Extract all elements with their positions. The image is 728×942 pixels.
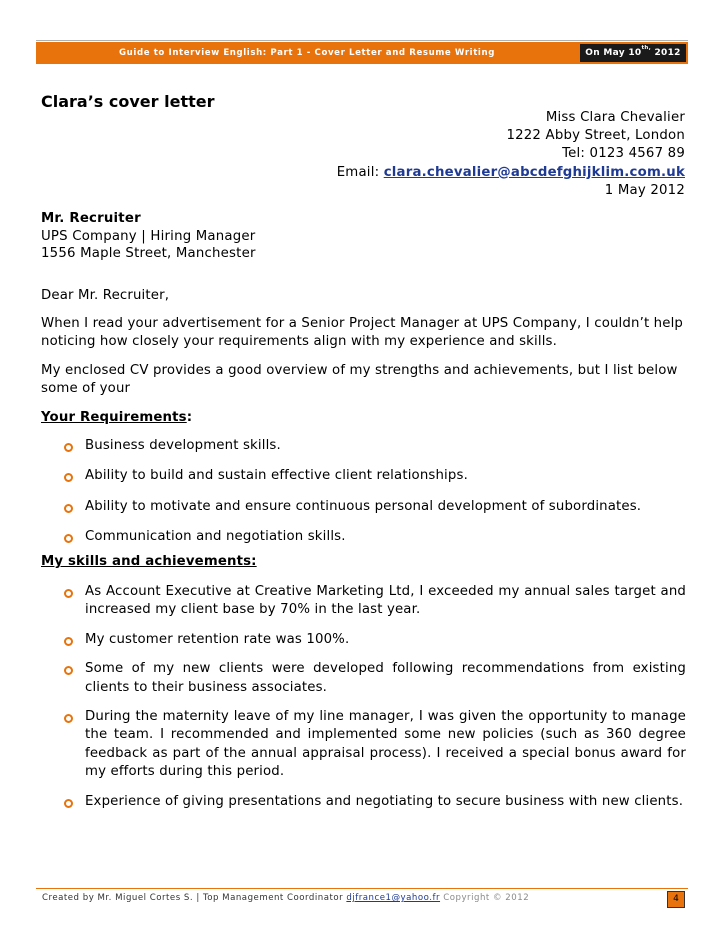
recipient-company: UPS Company | Hiring Manager bbox=[41, 228, 256, 244]
header-date-prefix: On May 10 bbox=[585, 48, 642, 58]
sender-email-link[interactable]: clara.chevalier@abcdefghijklim.com.uk bbox=[383, 164, 685, 180]
sender-email-line bbox=[337, 164, 685, 182]
sender-block bbox=[337, 109, 685, 200]
header-title: Guide to Interview English: Part 1 - Cover Letter and Resume Writing bbox=[119, 48, 495, 58]
list-item: Business development skills. bbox=[41, 437, 686, 455]
bullet-icon bbox=[64, 666, 73, 675]
bullet-icon bbox=[64, 443, 73, 452]
list-item: During the maternity leave of my line manager, I was given the opportunity to manage the team. I recommended and implemented some new policies (such as 360 degree feedback as part of the annual appraisal process). I received a special bonus award for my efforts during this period. bbox=[41, 708, 686, 782]
requirements-heading-line bbox=[41, 409, 686, 427]
footer-copyright: Copyright © 2012 bbox=[440, 893, 530, 903]
header-date-suffix: th, bbox=[641, 45, 652, 51]
footer-text bbox=[42, 893, 529, 903]
list-item: Experience of giving presentations and negotiating to secure business with new clients. bbox=[41, 793, 686, 811]
list-item: As Account Executive at Creative Marketing Ltd, I exceeded my annual sales target and increased my client base by 70% in the last year. bbox=[41, 583, 686, 620]
list-item: Some of my new clients were developed following recommendations from existing clients to their business associates. bbox=[41, 660, 686, 697]
requirements-list bbox=[41, 437, 686, 547]
bullet-icon bbox=[64, 473, 73, 482]
salutation: Dear Mr. Recruiter, bbox=[41, 288, 170, 303]
skills-list bbox=[41, 583, 686, 811]
sender-street: 1222 Abby Street, London bbox=[506, 128, 685, 144]
skills-heading: My skills and achievements: bbox=[41, 554, 257, 569]
requirements-colon: : bbox=[186, 410, 193, 425]
paragraph-1: When I read your advertisement for a Senior Project Manager at UPS Company, I couldn’t help noticing how closely your requirements align with my experience and skills. bbox=[41, 316, 684, 350]
page-footer bbox=[36, 888, 688, 909]
bullet-icon bbox=[64, 799, 73, 808]
footer-email-link[interactable]: djfrance1@yahoo.fr bbox=[346, 893, 441, 903]
sender-name: Miss Clara Chevalier bbox=[545, 110, 685, 125]
list-item: Ability to build and sustain effective client relationships. bbox=[41, 467, 686, 485]
header-date-year: 2012 bbox=[651, 48, 681, 58]
bullet-icon bbox=[64, 534, 73, 543]
list-item: Ability to motivate and ensure continuous personal development of subordinates. bbox=[41, 498, 686, 516]
recipient-address: 1556 Maple Street, Manchester bbox=[41, 246, 256, 262]
recipient-name: Mr. Recruiter bbox=[41, 211, 141, 226]
bullet-icon bbox=[64, 589, 73, 598]
footer-credit: Created by Mr. Miguel Cortes S. | Top Management Coordinator bbox=[42, 893, 347, 903]
header-date bbox=[580, 44, 686, 62]
bullet-icon bbox=[64, 714, 73, 723]
page-header bbox=[36, 42, 688, 64]
bullet-icon bbox=[64, 637, 73, 646]
sender-email-label: Email: bbox=[336, 164, 384, 180]
list-item: My customer retention rate was 100%. bbox=[41, 631, 686, 649]
page-number: 4 bbox=[667, 891, 685, 908]
requirements-heading: Your Requirements bbox=[41, 410, 187, 425]
doc-title: Clara’s cover letter bbox=[41, 92, 215, 111]
paragraph-2: My enclosed CV provides a good overview of my strengths and achievements, but I list below some of your bbox=[41, 363, 678, 397]
sender-tel: Tel: 0123 4567 89 bbox=[562, 146, 685, 162]
recipient-block bbox=[41, 210, 256, 263]
bullet-icon bbox=[64, 504, 73, 513]
sender-date: 1 May 2012 bbox=[604, 182, 685, 198]
list-item: Communication and negotiation skills. bbox=[41, 528, 686, 546]
header-rule bbox=[36, 40, 688, 41]
skills-heading-line bbox=[41, 553, 686, 571]
